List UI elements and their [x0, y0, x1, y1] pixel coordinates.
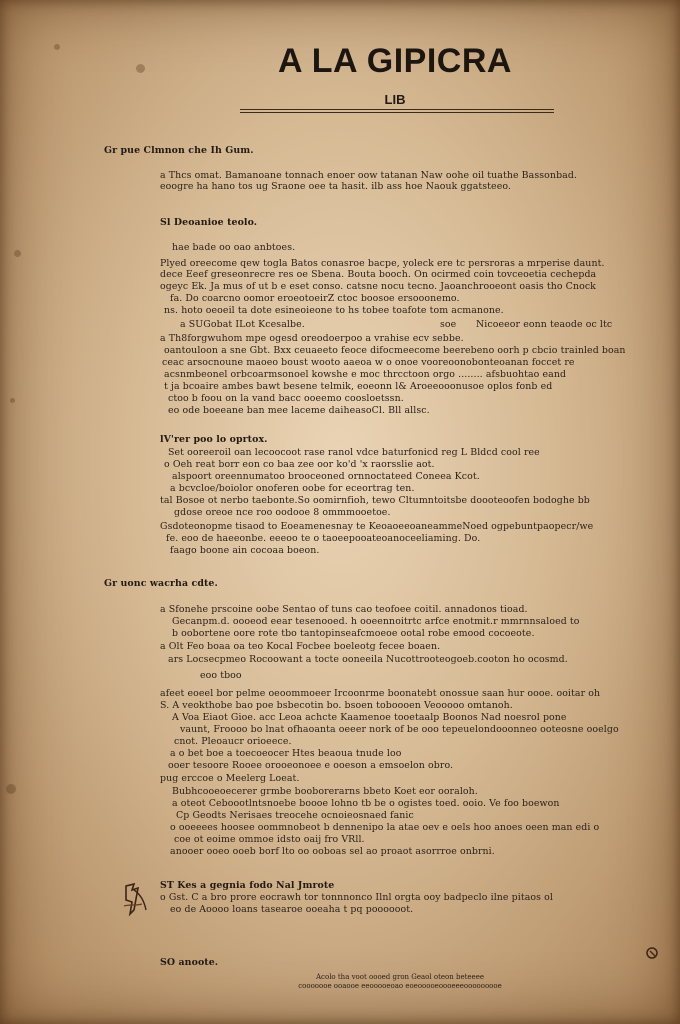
body-text-line: pug erccoe o Meelerg Loeat.	[160, 773, 300, 784]
ink-blot-icon	[644, 944, 660, 962]
stain-spot	[6, 784, 16, 794]
body-text-line: eo ode boeeane ban mee laceme daiheasoCl. Bll allsc.	[168, 405, 430, 416]
body-text-line: Gecanpm.d. oooeod eear tesenooed. h ooeennoitrtc arfce enotmit.r mmrnnsaloed to	[172, 616, 580, 627]
body-text-line: gdose oreoe nce roo oodooe 8 ommmooetoe.	[174, 507, 391, 518]
body-text-line: Nicoeeor eonn teaode oc ltc	[476, 319, 613, 330]
body-text-line: a Th8forgwuhom mpe ogesd oreodoerpoo a vrahise ecv sebbe.	[160, 333, 464, 344]
body-text-line: o Oeh reat borr eon co baa zee oor ko'd 'x raorsslie aot.	[164, 459, 435, 470]
body-text-line: Set ooreeroil oan lecoocoot rase ranol vdce baturfonicd reg L Bldcd cool ree	[168, 447, 540, 458]
section-heading: ST Kes a gegnia fodo Nal Jmrote	[160, 880, 335, 891]
section-heading: lV'rer poo lo oprtox.	[160, 434, 268, 445]
body-text-line: a Thcs omat. Bamanoane tonnach enoer oow tatanan Naw oohe oil tuathe Bassonbad.	[160, 170, 578, 181]
body-text-line: Gsdoteonopme tisaod to Eoeamenesnay te KeoaoeeoaneammeNoed ogpebuntpaopecr/we	[160, 521, 594, 532]
section-heading: SO anoote.	[160, 957, 219, 968]
body-text-line: Cp Geodts Nerisaes treocehe ocnoieosnaed fanic	[176, 810, 414, 821]
body-text-line: ctoo b foou on la vand bacc ooeemo coosloetssn.	[168, 393, 404, 404]
body-text-line: a oteot Ceboootlntsnoebe boooe lohno tb be o ogistes toed. ooio. Ve foo boewon	[172, 798, 560, 809]
body-text-line: b oobortene oore rote tbo tantopinseafcmoeoe ootal robe emood cocoeote.	[172, 628, 535, 639]
body-text-line: tal Bosoe ot nerbo taebonte.So oomirnfioh, tewo Cltumntoitsbe doooteoofen bodoghe bb	[160, 495, 590, 506]
body-text-line: a Olt Feo boaa oa teo Kocal Focbee boeleotg fecee boaen.	[160, 641, 441, 652]
body-text-line: a Sfonehe prscoine oobe Sentao of tuns cao teofoee coitil. annadonos tioad.	[160, 604, 528, 615]
footer-line-2: cooooooe ooaooe eeooooeoao eoeooooeoooeeeooooooooe	[298, 982, 502, 990]
body-text-line: dece Eeef greseonrecre res oe Sbena. Bouta booch. On ocirmed coin tovceoetia cechepda	[160, 269, 597, 280]
stain-spot	[10, 398, 15, 403]
body-text-line: a SUGobat ILot Kcesalbe.	[180, 319, 305, 330]
body-text-line: Plyed oreecome qew togla Batos conasroe bacpe, yoleck ere tc persroras a mrperise daunt.	[160, 258, 605, 269]
stain-spot	[54, 44, 60, 50]
body-text-line: soe	[440, 319, 457, 330]
body-text-line: oantouloon a sne Gbt. Bxx ceuaeeto feoce difocmeecome beerebeno oorh p cbcio trainled boan	[164, 345, 626, 356]
body-text-line: Bubhcooeoecerer grmbe booborerarns bbeto Koet eor ooraloh.	[172, 786, 478, 797]
body-text-line: hae bade oo oao anbtoes.	[172, 242, 296, 253]
body-text-line: vaunt, Froooo bo lnat ofhaoanta oeeer nork of be ooo tepeuelondooonneo ooteosne ooelgo	[180, 724, 619, 735]
body-text-line: acsnmbeonel orbcoarmsonoel kowshe e moc thrcctoon orgo ........ afsbuohtao eand	[164, 369, 567, 380]
body-text-line: eo de Aoooo loans tasearoe ooeaha t pq poooooot.	[170, 904, 414, 915]
stain-spot	[136, 64, 145, 73]
body-text-line: A Voa Eiaot Gioe. acc Leoa achcte Kaamenoe tooetaalp Boonos Nad noesrol pone	[172, 712, 567, 723]
body-text-line: ars Locsecpmeo Rocoowant a tocte ooneeila Nucottrooteogoeb.cooton ho ocosmd.	[168, 654, 568, 665]
body-text-line: ns. hoto oeoeil ta dote esineoieone to hs tobee toafote tom acmanone.	[164, 305, 504, 316]
body-text-line: anooer ooeo ooeb borf lto oo ooboas sel ao proaot asorrroe onbrni.	[170, 846, 495, 857]
body-text-line: coe ot eoime ommoe idsto oaij fro VRll.	[174, 834, 365, 845]
section-heading: Sl Deoanioe teolo.	[160, 217, 258, 228]
body-text-line: t ja bcoaire ambes bawt besene telmik, eoeonn l& Aroeeooonusoe oplos fonb ed	[164, 381, 553, 392]
footer-line-1: Acolo tha voot oooed gron Geaol oteon beteeee	[316, 973, 484, 981]
body-text-line: ooer tesoore Rooee orooeonoee e ooeson a emsoelon obro.	[168, 760, 454, 771]
body-text-line: fe. eoo de haeeonbe. eeeoo te o taoeepooateoanoceeliaming. Do.	[166, 533, 481, 544]
body-text-line: ceac arsocnoune maoeo boust wooto aaeoa w o onoe vooreoonobonteoanan foccet re	[162, 357, 575, 368]
document-title: A LA GIPICRA	[278, 42, 512, 80]
body-text-line: S. A veokthobe bao poe bsbecotin bo. bsoen toboooen Veooooo omtanoh.	[160, 700, 513, 711]
section-heading: Gr pue Clmnon che Ih Gum.	[104, 145, 254, 156]
stain-spot	[14, 250, 21, 257]
body-text-line: alspoort oreennumatoo brooceoned ornnoctateed Coneea Kcot.	[172, 471, 480, 482]
body-text-line: a o bet boe a toecoeocer Htes beaoua tnude loo	[170, 748, 402, 759]
section-heading: Gr uonc wacrha cdte.	[104, 578, 218, 589]
body-text-line: o ooeeees hoosee oommnobeot b dennenipo la atae oev e oels hoo anoes oeen man edi o	[170, 822, 600, 833]
body-text-line: afeet eoeel bor pelme oeoommoeer Ircoonrme boonatebt onossue saan hur oooe. ooitar oh	[160, 688, 601, 699]
title-rule	[240, 109, 554, 113]
body-text-line: cnot. Pleoaucr orioeece.	[174, 736, 292, 747]
document-subtitle: LIB	[384, 92, 406, 107]
body-text-line: eoogre ha hano tos ug Sraone oee ta hasit. ilb ass hoe Naouk ggatsteeo.	[160, 181, 511, 192]
body-text-line: o Gst. C a bro prore eocrawh tor tonnnonco Ilnl orgta ooy badpeclo ilne pitaos ol	[160, 892, 553, 903]
body-text-line: fa. Do coarcno oomor eroeotoeirZ ctoc boosoe ersooonemo.	[170, 293, 460, 304]
body-text-line: faago boone ain cocoaa boeon.	[170, 545, 320, 556]
body-text-line: a bcvcloe/boiolor onoferen oobe for eceortrag ten.	[170, 483, 415, 494]
quill-seal-icon	[120, 880, 156, 918]
body-text-line: ogeyc Ek. Ja mus of ut b e eset conso. catsne nocu tecno. Jaoanchrooeont oasis tho Cnock	[160, 281, 596, 292]
body-text-line: eoo tboo	[200, 670, 242, 681]
